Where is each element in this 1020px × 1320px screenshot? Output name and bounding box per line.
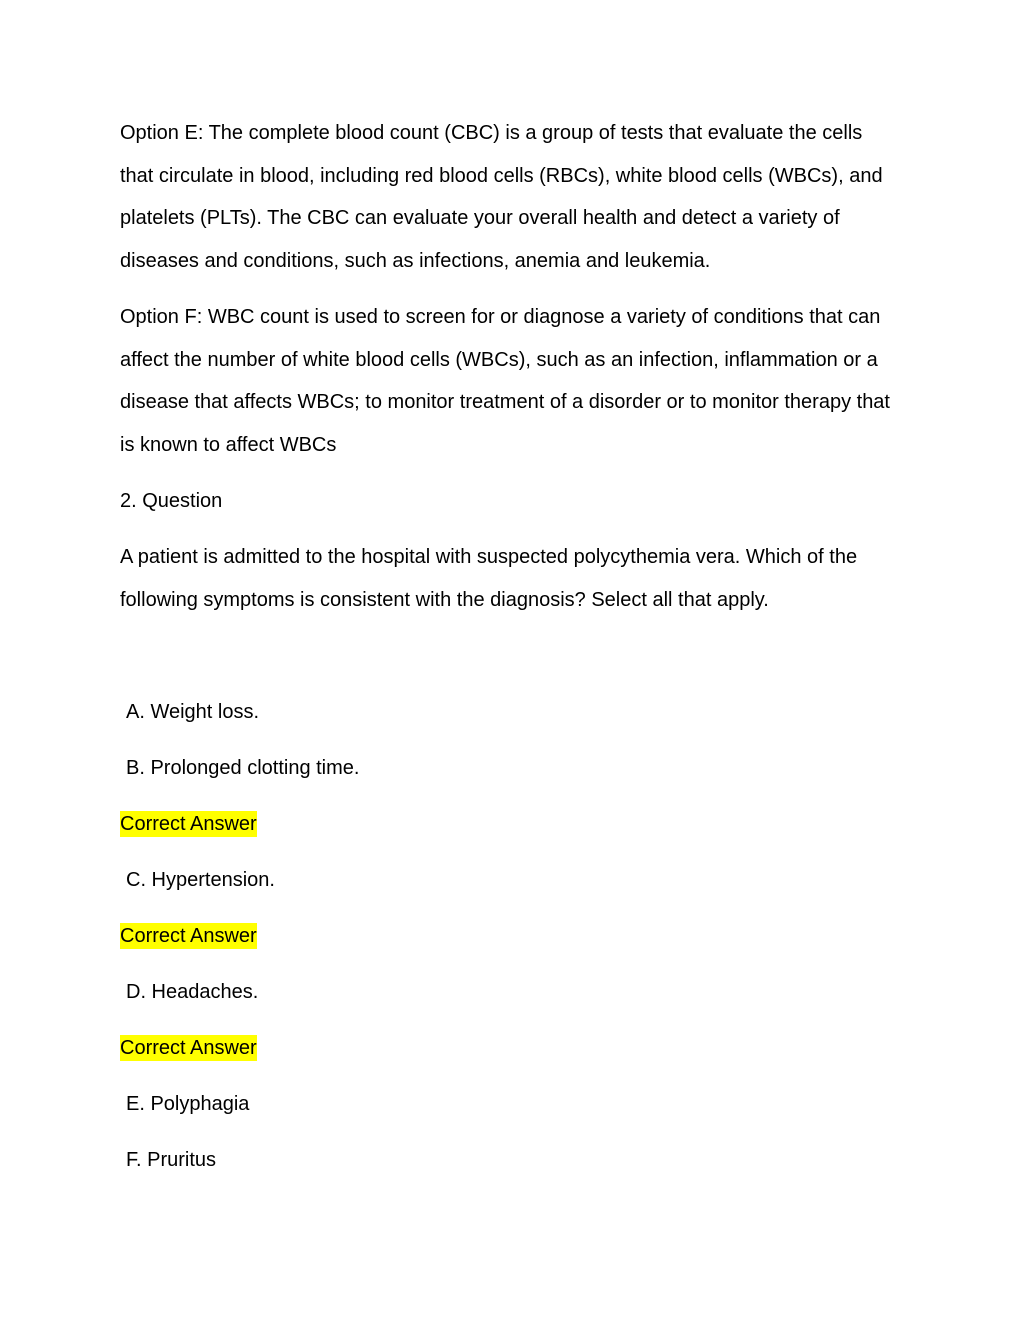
spacer <box>120 635 900 691</box>
answer-option-b: B. Prolonged clotting time. <box>126 757 360 779</box>
correct-answer-label: Correct Answer <box>120 1037 257 1059</box>
correct-answer-marker-1 <box>120 803 900 845</box>
answer-option-f: F. Pruritus <box>126 1149 217 1171</box>
answer-option-c: C. Hypertension. <box>126 869 275 891</box>
option-e-explanation: Option E: The complete blood count (CBC) is a group of tests that evaluate the cells that circulate in blood, including red blood cells (RBCs), white blood cells (WBCs), and platelets (PLTs). The CBC can evaluate your overall health and detect a variety of diseases and conditions, such as infections, anemia and leukemia. <box>120 122 883 272</box>
correct-answer-label: Correct Answer <box>120 813 257 835</box>
correct-answer-label: Correct Answer <box>120 925 257 947</box>
answer-option-d: D. Headaches. <box>126 981 259 1003</box>
answer-option-e: E. Polyphagia <box>126 1093 250 1115</box>
question-text: A patient is admitted to the hospital with suspected polycythemia vera. Which of the following symptoms is consistent with the diagnosis? Select all that apply. <box>120 546 858 611</box>
option-f-explanation: Option F: WBC count is used to screen for or diagnose a variety of conditions that can affect the number of white blood cells (WBCs), such as an infection, inflammation or a disease that affects WBCs; to monitor treatment of a disorder or to monitor therapy that is known to affect WBCs <box>120 306 890 456</box>
answer-option-a: A. Weight loss. <box>126 701 260 723</box>
document-content <box>120 112 900 1195</box>
correct-answer-marker-3 <box>120 1027 900 1069</box>
question-heading: 2. Question <box>120 490 223 512</box>
correct-answer-marker-2 <box>120 915 900 957</box>
